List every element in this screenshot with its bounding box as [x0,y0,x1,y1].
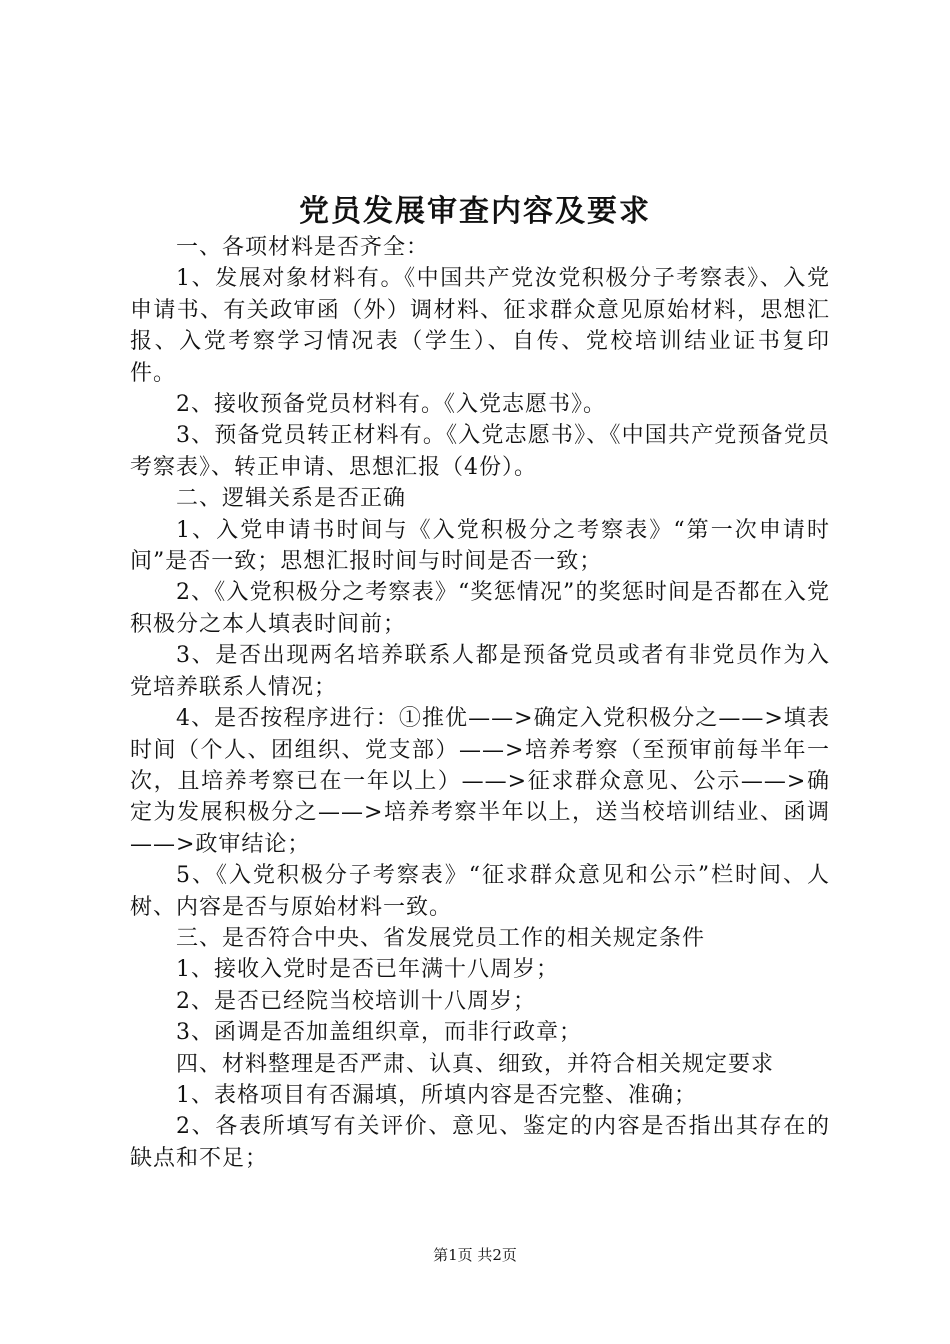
paragraph: 四、材料整理是否严肃、认真、细致，并符合相关规定要求 [176,1051,775,1077]
document-body [130,232,830,1174]
paragraph: 1、入党申请书时间与《入党积极分之考察表》“第一次申请时间”是否一致；思想汇报时间与时间是否一致； [130,517,830,575]
paragraph: 3、是否出现两名培养联系人都是预备党员或者有非党员作为入党培养联系人情况； [130,643,830,700]
paragraph: 5、《入党积极分子考察表》“征求群众意见和公示”栏时间、人树、内容是否与原始材料一致。 [130,863,830,920]
paragraph: 3、函调是否加盖组织章，而非行政章； [176,1020,582,1046]
paragraph: 2、是否已经院当校培训十八周岁； [176,988,536,1014]
paragraph: 2、各表所填写有关评价、意见、鉴定的内容是否指出其存在的缺点和不足； [130,1114,830,1171]
document-title: 党员发展审查内容及要求 [299,194,651,229]
paragraph: 1、表格项目有否漏填，所填内容是否完整、准确； [176,1082,697,1108]
paragraph: 2、《入党积极分之考察表》“奖惩情况”的奖惩时间是否都在入党积极分之本人填表时间前； [130,580,830,637]
paragraph: 4、是否按程序进行：①推优——>确定入党积极分之——>填表时间（个人、团组织、党支部）——>培养考察（至预审前每半年一次，且培养考察已在一年以上）——>征求群众意见、公示——>确定为发展积极分之——>培养考察半年以上，送当校培训结业、函调——>政审结论； [130,706,830,857]
paragraph: 3、预备党员转正材料有。《入党志愿书》、《中国共产党预备党员考察表》、转正申请、思想汇报（4份）。 [130,423,830,480]
paragraph: 1、发展对象材料有。《中国共产党汝党积极分子考察表》、入党申请书、有关政审函（外）调材料、征求群众意见原始材料，思想汇报、入党考察学习情况表（学生）、自传、党校培训结业证书复印件。 [130,266,830,386]
paragraph: 一、各项材料是否齐全： [176,235,430,260]
paragraph: 二、逻辑关系是否正确 [176,486,407,512]
paragraph: 三、是否符合中央、省发展党员工作的相关规定条件 [176,925,706,951]
paragraph: 1、接收入党时是否已年满十八周岁； [176,957,559,983]
page-footer: 第1页 共2页 [433,1246,517,1264]
paragraph: 2、接收预备党员材料有。《入党志愿书》。 [176,392,606,418]
